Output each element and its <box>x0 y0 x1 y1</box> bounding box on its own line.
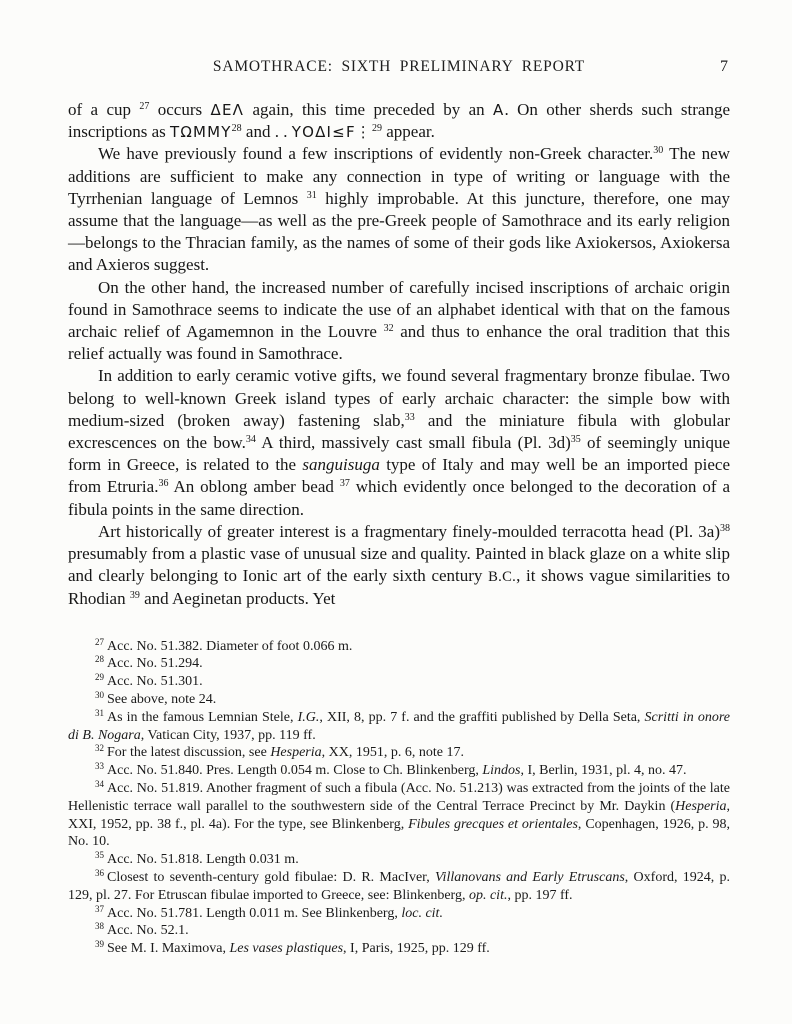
footnote-ref: 38 <box>720 522 730 534</box>
inscription-glyphs: Α <box>493 101 505 119</box>
footnote-ref: 33 <box>404 411 415 423</box>
small-caps-text: B.C. <box>488 569 517 586</box>
footnote-number: 37 <box>95 903 104 914</box>
text-run: , I, Berlin, 1931, pl. 4, no. 47. <box>520 763 687 779</box>
text-run: Acc. No. 51.781. Length 0.011 m. See Blinkenberg, <box>107 905 402 921</box>
italic-text: Lindos <box>482 763 521 779</box>
inscription-glyphs: ΥΟΔΙ≤F⋮ <box>291 123 372 142</box>
footnote-number: 36 <box>95 868 104 879</box>
text-run: of a cup <box>68 100 140 119</box>
text-run: occurs <box>149 100 211 119</box>
text-run: Acc. No. 51.301. <box>107 674 203 690</box>
footnote-ref: 27 <box>139 101 150 112</box>
italic-text: Hesperia <box>270 745 322 761</box>
text-run: Acc. No. 51.819. Another fragment of such a fibula (Acc. No. 51.213) was extracted from the joints of the late Hellenistic terrace wall parallel to the southwestern side of the Central Terrace Precinct by Mr. Daykin ( <box>68 781 730 814</box>
text-run: presumably from a plastic vase of unusual size and quality. Painted in black glaze on a white slip and clearly belonging to Ionic art of the early sixth century <box>68 544 730 586</box>
footnote-ref: 34 <box>245 434 256 446</box>
text-run: again, this time preceded by an <box>244 100 493 119</box>
text-run: On the other hand, the increased number of carefully incised inscriptions of archaic origin found in Samothrace seems to indicate the use of an alphabet identical with that on the famous archaic relief of Agamemnon in the Louvre <box>68 277 730 342</box>
text-run: of seemingly unique form in Greece, is related to the <box>68 433 730 475</box>
text-run: which evidently once belonged to the decoration of a fibula points in the same direction. <box>68 477 731 519</box>
paragraph <box>68 521 730 611</box>
text-run: , Vatican City, 1937, pp. 119 ff. <box>140 727 316 743</box>
text-run: type of Italy and may well be an imported piece from Etruria. <box>68 455 730 497</box>
footnote-number: 30 <box>95 690 104 701</box>
footnote-number: 27 <box>95 636 104 647</box>
text-run: , I, Paris, 1925, pp. 129 ff. <box>343 941 490 957</box>
paragraph <box>68 99 730 143</box>
footnote <box>68 922 730 940</box>
text-run: Acc. No. 51.294. <box>107 656 203 672</box>
footnote-number: 33 <box>95 761 104 772</box>
footnote <box>68 638 730 656</box>
footnotes <box>68 638 730 958</box>
text-run: Art historically of greater interest is a fragmentary finely-moulded terracotta head (Pl. 3a) <box>98 521 720 541</box>
italic-text: sanguisuga <box>302 455 380 475</box>
text-run: and the miniature fibula with globular excrescences on the bow. <box>68 410 730 453</box>
footnote <box>68 940 730 958</box>
text-run: Acc. No. 52.1. <box>107 923 189 939</box>
text-run: Closest to seventh-century gold fibulae: D. R. MacIver, <box>107 870 436 886</box>
footnote <box>68 744 730 762</box>
italic-text: Les vases plastiques <box>229 941 344 957</box>
text-run: , Copenhagen, 1926, p. 98, No. 10. <box>68 816 731 850</box>
text-run: and . . <box>241 122 292 142</box>
footnote <box>68 869 730 905</box>
running-head <box>68 58 730 76</box>
text-run: , XX, 1951, p. 6, note 17. <box>321 745 464 761</box>
footnote <box>68 905 730 923</box>
footnote-ref: 36 <box>158 478 169 490</box>
text-run: , Oxford, 1924, p. 129, pl. 27. For Etruscan fibulae imported to Greece, see: Blinkenberg, <box>68 870 730 903</box>
footnote <box>68 673 730 691</box>
inscription-glyphs: ΔΕΛ <box>210 101 245 119</box>
footnote-ref: 39 <box>129 590 140 602</box>
footnote-ref: 37 <box>339 478 350 490</box>
footnote-ref: 30 <box>653 145 664 157</box>
paragraph <box>68 365 730 520</box>
footnote-ref: 31 <box>306 189 317 201</box>
text-run: See above, note 24. <box>107 692 217 708</box>
italic-text: I.G. <box>297 709 320 725</box>
text-run: and Aeginetan products. Yet <box>139 589 336 609</box>
page-number: 7 <box>720 58 728 75</box>
footnote <box>68 691 730 709</box>
footnote-number: 38 <box>95 921 104 932</box>
footnote-number: 39 <box>95 939 104 950</box>
footnote <box>68 709 730 745</box>
text-column <box>68 58 730 958</box>
italic-text: op. cit. <box>468 887 508 903</box>
italic-text: Hesperia <box>675 798 727 814</box>
text-run: and thus to enhance the oral tradition that this relief actually was found in Samothrace. <box>68 322 731 364</box>
italic-text: Scritti in onore di B. Nogara <box>68 709 730 743</box>
text-run: As in the famous Lemnian Stele, <box>107 709 298 725</box>
text-run: . On other sherds such strange inscriptions as <box>68 100 730 142</box>
footnote-ref: 35 <box>570 434 581 446</box>
text-run: The new additions are sufficient to make any connection in type of writing or language with the Tyrrhenian language of Lemnos <box>68 144 730 208</box>
body-text <box>68 99 730 611</box>
italic-text: loc. cit. <box>401 905 443 921</box>
italic-text: Villanovans and Early Etruscans <box>435 870 625 886</box>
text-run: For the latest discussion, see <box>107 745 271 761</box>
text-run: Acc. No. 51.840. Pres. Length 0.054 m. Close to Ch. Blinkenberg, <box>107 763 483 779</box>
footnote-number: 34 <box>95 779 104 790</box>
footnote <box>68 762 730 780</box>
footnote <box>68 780 730 851</box>
italic-text: Fibules grecques et orientales <box>408 816 578 832</box>
footnote-number: 32 <box>95 743 104 754</box>
footnote <box>68 851 730 869</box>
footnote-number: 29 <box>95 672 104 683</box>
text-run: , it shows vague similarities to Rhodian <box>68 566 730 609</box>
text-run: , XXI, 1952, pp. 38 f., pl. 4a). For the type, see Blinkenberg, <box>68 798 730 832</box>
text-run: appear. <box>381 122 435 142</box>
paragraph <box>68 143 730 276</box>
text-run: , pp. 197 ff. <box>507 887 573 903</box>
footnote <box>68 655 730 673</box>
text-run: We have previously found a few inscriptions of evidently non-Greek character. <box>98 144 654 164</box>
inscription-glyphs: ΤΩΜΜΥ <box>170 123 232 142</box>
text-run: highly improbable. At this juncture, therefore, one may assume that the language—as well as the pre-Greek people of Samothrace and its early religion—belongs to the Thracian family, as the names of some of their gods like Axiokersos, Axiokersa and Axieros suggest. <box>68 188 730 275</box>
text-run: In addition to early ceramic votive gifts, we found several fragmentary bronze fibulae. Two belong to well-known Greek island types of early archaic character: the simple bow with medium-sized (broken away) fastening slab, <box>68 366 730 430</box>
text-run: An oblong amber bead <box>168 477 340 497</box>
text-run: Acc. No. 51.818. Length 0.031 m. <box>107 852 299 868</box>
footnote-ref: 32 <box>383 323 394 335</box>
paragraph <box>68 277 730 366</box>
text-run: , XII, 8, pp. 7 f. and the graffiti published by Della Seta, <box>319 709 645 725</box>
footnote-ref: 29 <box>371 123 382 135</box>
footnote-number: 28 <box>95 654 104 665</box>
text-run: See M. I. Maximova, <box>107 941 230 957</box>
footnote-ref: 28 <box>231 123 242 135</box>
footnote-number: 35 <box>95 850 104 861</box>
page-title: SAMOTHRACE: SIXTH PRELIMINARY REPORT <box>212 58 586 75</box>
text-run: A third, massively cast small fibula (Pl. 3d) <box>255 433 571 453</box>
text-run: Acc. No. 51.382. Diameter of foot 0.066 m. <box>107 638 353 654</box>
footnote-number: 31 <box>95 707 104 718</box>
